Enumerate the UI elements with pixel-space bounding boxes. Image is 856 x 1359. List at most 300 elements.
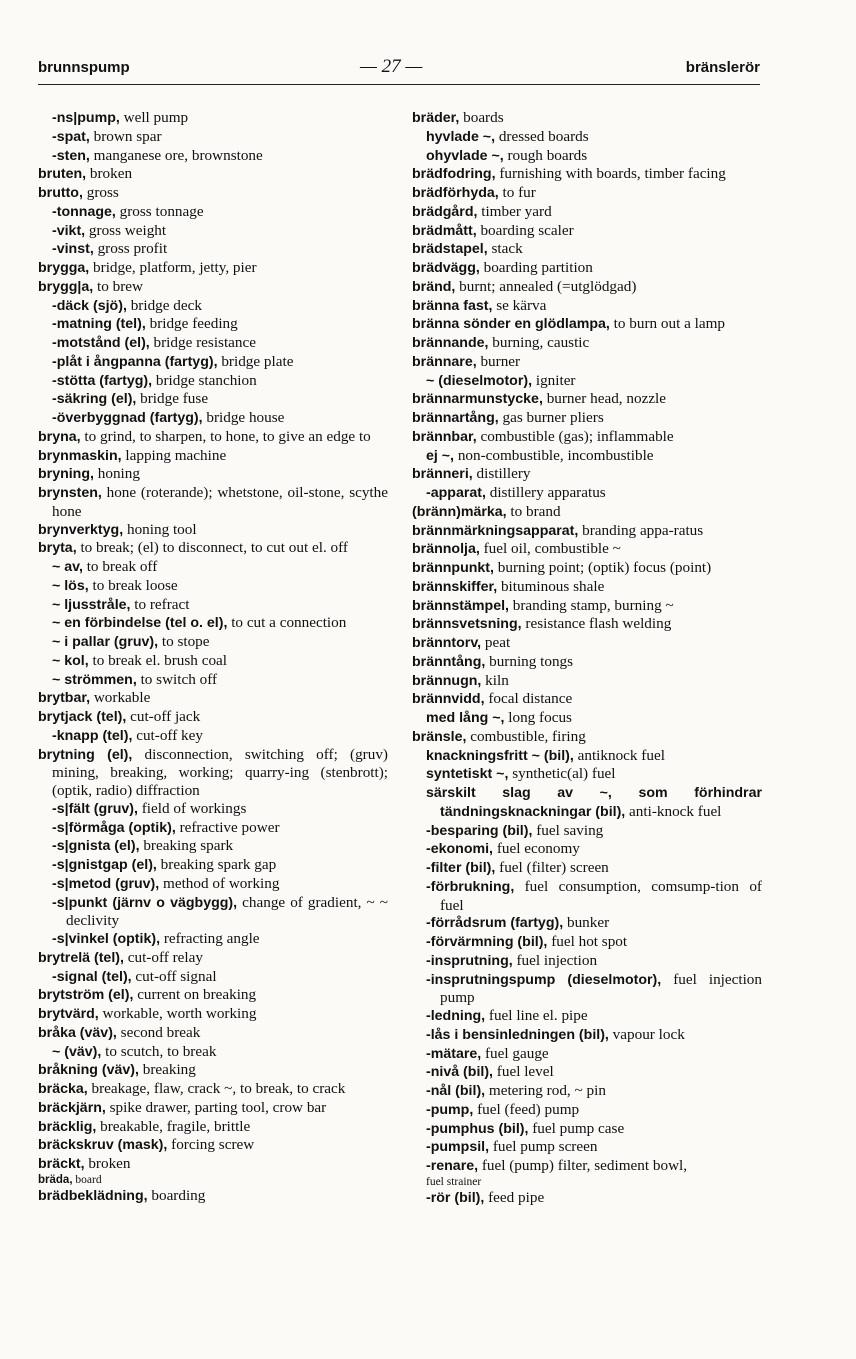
entry-headword: -ekonomi, <box>426 841 494 858</box>
entry-headword: brytning (el), <box>38 746 133 763</box>
dictionary-entry <box>426 1082 762 1101</box>
dictionary-entry <box>38 447 388 466</box>
entry-headword: brytström (el), <box>38 987 134 1004</box>
entry-headword: hyvlade ~, <box>426 128 496 145</box>
entry-headword: brädvägg, <box>412 260 480 276</box>
entry-translation: cut-off relay <box>123 948 203 966</box>
entry-headword: brynsten, <box>38 485 102 501</box>
entry-translation: boarding <box>147 1186 206 1204</box>
entry-translation: combustible, firing <box>466 727 586 745</box>
entry-headword: -däck (sjö), <box>52 297 127 314</box>
entry-headword: brännare, <box>412 353 477 370</box>
entry-translation: furnishing with boards, timber facing <box>495 165 726 183</box>
entry-headword: -lås i bensinledningen (bil), <box>426 1026 609 1043</box>
entry-headword: -s|gnistgap (el), <box>52 857 157 873</box>
dictionary-entry <box>38 184 388 203</box>
dictionary-entry <box>426 747 762 766</box>
entry-headword: -tonnage, <box>52 203 116 220</box>
entry-translation: fuel injection <box>512 951 598 969</box>
entry-translation: igniter <box>532 371 576 389</box>
entry-headword: bränntorv, <box>412 635 482 651</box>
entry-headword: -stötta (fartyg), <box>52 372 153 389</box>
entry-headword: brännpunkt, <box>412 560 494 576</box>
entry-headword: brädfodring, <box>412 166 496 183</box>
entry-translation: fuel pump case <box>528 1119 625 1137</box>
entry-translation: non-combustible, incombustible <box>454 446 654 464</box>
entry-translation: gross profit <box>93 240 168 258</box>
entry-translation: bridge deck <box>126 296 202 314</box>
dictionary-entry <box>38 259 388 278</box>
entry-translation: disconnection, switching off; (gruv) mining, breaking, working; quarry-ing (stenbrott); (optik, radio) diffraction <box>52 745 388 799</box>
entry-headword: -s|gnista (el), <box>52 838 140 855</box>
entry-translation: se kärva <box>492 296 547 314</box>
entry-translation: bridge fuse <box>136 390 209 408</box>
entry-translation: breaking <box>138 1061 196 1079</box>
entry-translation: burner <box>476 352 521 370</box>
dictionary-entry <box>412 540 762 559</box>
dictionary-entry <box>426 1007 762 1026</box>
dictionary-entry <box>52 203 388 222</box>
entry-translation: to switch off <box>136 670 218 688</box>
entry-translation: boarding partition <box>479 259 593 276</box>
entry-translation: combustible (gas); inflammable <box>476 427 674 445</box>
dictionary-entry <box>426 784 762 822</box>
entry-headword: ~ kol, <box>52 652 89 669</box>
dictionary-entry <box>426 952 762 971</box>
entry-headword: -filter (bil), <box>426 860 496 876</box>
entry-translation: to brew <box>93 277 143 295</box>
dictionary-entry <box>38 1005 388 1024</box>
entry-headword: särskilt slag av ~, som förhindrar tändningsknackningar (bil), <box>426 785 762 820</box>
entry-translation: fuel strainer <box>426 1175 482 1188</box>
entry-translation: fuel oil, combustible ~ <box>479 540 621 558</box>
entry-translation: workable <box>90 689 151 707</box>
entry-headword: brännbar, <box>412 428 477 445</box>
entry-headword: bryning, <box>38 466 94 483</box>
entry-translation: fuel gauge <box>481 1044 549 1062</box>
entry-translation: resistance flash welding <box>521 615 672 633</box>
entry-headword: bränna sönder en glödlampa, <box>412 316 610 333</box>
entry-headword: -pump, <box>426 1101 474 1118</box>
entry-headword: -insprutning, <box>426 952 513 969</box>
entry-headword: bränneri, <box>412 466 473 483</box>
entry-headword: brännskiffer, <box>412 578 498 595</box>
entry-headword: brädförhyda, <box>412 185 499 201</box>
dictionary-entry <box>426 128 762 147</box>
entry-headword: brynverktyg, <box>38 521 124 538</box>
entry-translation: to brand <box>506 502 561 520</box>
entry-translation: focal distance <box>484 690 573 708</box>
entry-headword: bräda, <box>38 1173 73 1186</box>
entry-headword: -insprutningspump (dieselmotor), <box>426 971 662 988</box>
entry-headword: -motstånd (el), <box>52 335 150 351</box>
dictionary-entry <box>52 968 388 987</box>
entry-headword: med lång ~, <box>426 710 505 726</box>
entry-translation: hone (roterande); whetstone, oil-stone, scythe hone <box>52 484 388 520</box>
entry-translation: honing tool <box>123 520 197 538</box>
entry-translation: lapping machine <box>121 446 227 464</box>
entry-headword: brännstämpel, <box>412 597 509 614</box>
dictionary-entry <box>426 971 762 1008</box>
dictionary-entry <box>52 800 388 819</box>
entry-headword: brytvärd, <box>38 1006 99 1022</box>
dictionary-entry <box>38 1080 388 1099</box>
dictionary-entry <box>52 633 388 652</box>
entry-headword: -spat, <box>52 128 90 145</box>
dictionary-entry <box>38 1136 388 1155</box>
entry-headword: bråkning (väv), <box>38 1062 139 1079</box>
entry-translation: vapour lock <box>608 1025 685 1043</box>
dictionary-entry <box>38 1118 388 1137</box>
entry-headword: bräcklig, <box>38 1118 97 1135</box>
entry-headword: -ledning, <box>426 1008 486 1024</box>
entry-headword: bräckjärn, <box>38 1099 106 1116</box>
entry-headword: brygg|a, <box>38 278 94 295</box>
entry-headword: -säkring (el), <box>52 391 137 408</box>
entry-headword: brännugn, <box>412 672 482 689</box>
entry-translation: to stope <box>158 633 210 650</box>
dictionary-entry <box>426 147 762 166</box>
entry-translation: gas burner pliers <box>498 409 604 426</box>
dictionary-entry <box>412 559 762 578</box>
entry-translation: broken <box>84 1155 131 1172</box>
entry-translation: kiln <box>481 671 509 689</box>
entry-headword: -sten, <box>52 147 90 164</box>
entry-headword: bränntång, <box>412 653 486 670</box>
entry-translation: fuel saving <box>532 821 604 839</box>
entry-translation: breaking spark <box>139 837 234 855</box>
dictionary-entry <box>426 765 762 784</box>
entry-translation: anti-knock fuel <box>625 802 722 820</box>
entry-headword: brutto, <box>38 185 83 201</box>
dictionary-entry <box>412 315 762 334</box>
entry-translation: gross weight <box>85 221 167 239</box>
dictionary-entry <box>52 596 388 615</box>
dictionary-entry <box>52 109 388 128</box>
dictionary-entry <box>38 539 388 558</box>
entry-headword: ~ (dieselmotor), <box>426 372 533 389</box>
entry-translation: to break el. brush coal <box>88 651 227 669</box>
entry-translation: bridge feeding <box>145 315 238 333</box>
dictionary-entry <box>412 672 762 691</box>
entry-headword: -renare, <box>426 1158 479 1174</box>
entry-headword: -vinst, <box>52 241 94 258</box>
entry-translation: to break; (el) to disconnect, to cut out el. off <box>76 539 348 557</box>
entry-headword: brytjack (tel), <box>38 709 127 725</box>
dictionary-entry <box>412 222 762 241</box>
entry-headword: bränna fast, <box>412 297 493 314</box>
dictionary-entry <box>52 875 388 894</box>
entry-headword: ~ ljusstråle, <box>52 596 131 613</box>
entry-translation: current on breaking <box>133 986 257 1004</box>
entry-headword: bräcka, <box>38 1081 88 1097</box>
entry-headword: -förbrukning, <box>426 878 515 895</box>
dictionary-entry <box>412 278 762 297</box>
entry-translation: manganese ore, brownstone <box>89 146 263 164</box>
dictionary-entry <box>412 259 762 278</box>
entry-translation: to cut a connection <box>227 614 347 632</box>
entry-headword: ej ~, <box>426 447 455 464</box>
entry-headword: ~ lös, <box>52 577 89 594</box>
entry-headword: brännsvetsning, <box>412 616 522 633</box>
entry-headword: -besparing (bil), <box>426 822 533 839</box>
entry-headword: -vikt, <box>52 222 86 239</box>
entry-translation: peat <box>481 634 511 651</box>
dictionary-entry <box>426 484 762 503</box>
dictionary-entry <box>52 819 388 838</box>
dictionary-entry <box>412 165 762 184</box>
entry-translation: burning, caustic <box>488 334 590 351</box>
dictionary-entry <box>52 353 388 372</box>
entry-headword: brädbeklädning, <box>38 1187 148 1204</box>
dictionary-entry <box>38 986 388 1005</box>
entry-headword: brännvidd, <box>412 691 485 708</box>
dictionary-entry <box>426 1045 762 1064</box>
dictionary-entry <box>412 578 762 597</box>
entry-translation: burning point; (optik) focus (point) <box>493 559 712 576</box>
dictionary-entry <box>412 409 762 428</box>
dictionary-entry <box>38 1155 388 1174</box>
entry-translation: gross tonnage <box>115 202 204 220</box>
dictionary-entry <box>426 840 762 859</box>
dictionary-entry <box>52 372 388 391</box>
entry-translation: spike drawer, parting tool, crow bar <box>105 1098 327 1116</box>
dictionary-entry <box>52 930 388 949</box>
entry-translation: forcing screw <box>167 1136 255 1154</box>
entry-translation: breaking spark gap <box>156 856 277 873</box>
dictionary-entry <box>412 353 762 372</box>
entry-headword: brännande, <box>412 335 489 351</box>
entry-translation: synthetic(al) fuel <box>508 765 616 783</box>
entry-translation: cut-off jack <box>126 708 201 725</box>
entry-translation: board <box>72 1173 102 1186</box>
dictionary-entry <box>38 746 388 800</box>
dictionary-entry <box>38 428 388 447</box>
dictionary-entry <box>38 708 388 727</box>
entry-headword: -s|metod (gruv), <box>52 875 160 892</box>
left-column <box>38 109 388 1206</box>
entry-headword: brännartång, <box>412 410 499 426</box>
entry-translation: second break <box>116 1023 201 1041</box>
entry-headword: -signal (tel), <box>52 968 132 985</box>
entry-translation: bunker <box>563 914 610 932</box>
entry-translation: bridge plate <box>217 352 294 370</box>
entry-translation: bridge, platform, jetty, pier <box>89 259 257 276</box>
entry-translation: breakage, flaw, crack ~, to break, to crack <box>87 1080 346 1097</box>
dictionary-entry <box>38 1024 388 1043</box>
dictionary-entry <box>412 728 762 747</box>
entry-translation: fuel injection pump <box>440 970 762 1007</box>
entry-translation: gross <box>82 184 119 201</box>
entry-headword: ~ i pallar (gruv), <box>52 634 159 650</box>
entry-headword: brynmaskin, <box>38 447 122 464</box>
dictionary-entry <box>426 878 762 915</box>
entry-translation: change of gradient, ~ ~ declivity <box>66 893 388 930</box>
entry-translation: cut-off signal <box>131 967 217 985</box>
entry-headword: -nivå (bil), <box>426 1064 493 1081</box>
entry-headword: brädmått, <box>412 222 477 239</box>
entry-translation: distillery apparatus <box>485 484 606 501</box>
entry-translation: honing <box>93 465 140 483</box>
entry-translation: fuel level <box>493 1063 554 1081</box>
entry-translation: to burn out a lamp <box>609 315 726 333</box>
entry-translation: feed pipe <box>484 1188 545 1206</box>
entry-translation: fuel pump screen <box>489 1138 598 1156</box>
dictionary-entry <box>38 1061 388 1080</box>
dictionary-entry <box>426 933 762 952</box>
entry-translation: fuel (pump) filter, sediment bowl, <box>478 1157 688 1174</box>
entry-headword: brädstapel, <box>412 241 488 258</box>
entry-headword: ohyvlade ~, <box>426 147 504 164</box>
entry-headword: -nål (bil), <box>426 1083 486 1099</box>
dictionary-entry <box>426 859 762 878</box>
entry-translation: to break off <box>82 558 158 575</box>
dictionary-entry <box>426 1176 762 1189</box>
entry-translation: fuel hot spot <box>547 933 628 950</box>
entry-headword: bråka (väv), <box>38 1024 117 1041</box>
dictionary-entry <box>52 558 388 577</box>
entry-headword: -apparat, <box>426 485 486 501</box>
dictionary-entry <box>52 128 388 147</box>
dictionary-entry <box>38 1187 388 1206</box>
entry-headword: brygga, <box>38 260 90 276</box>
entry-translation: cut-off key <box>132 726 203 744</box>
entry-headword: -förrådsrum (fartyg), <box>426 915 564 932</box>
dictionary-entry <box>52 856 388 875</box>
entry-translation: boarding scaler <box>476 221 574 239</box>
dictionary-entry <box>38 484 388 521</box>
entry-translation: to scutch, to break <box>101 1042 217 1060</box>
right-column <box>412 109 762 1208</box>
page-number: — 27 — <box>360 56 423 77</box>
dictionary-entry <box>412 653 762 672</box>
entry-headword: brännarmunstycke, <box>412 391 543 408</box>
dictionary-entry <box>52 652 388 671</box>
entry-headword: ~ av, <box>52 559 83 575</box>
dictionary-entry <box>412 240 762 259</box>
dictionary-entry <box>38 465 388 484</box>
entry-translation: branding stamp, burning ~ <box>508 596 674 614</box>
entry-translation: burning tongs <box>485 652 574 670</box>
dictionary-entry <box>52 727 388 746</box>
entry-headword: bräckskruv (mask), <box>38 1137 168 1154</box>
header-left-guide-word: brunnspump <box>38 59 130 76</box>
dictionary-entry <box>426 822 762 841</box>
entry-headword: brytrelä (tel), <box>38 949 124 966</box>
entry-headword: -förvärmning (bil), <box>426 934 548 950</box>
entry-headword: bruten, <box>38 166 87 183</box>
entry-headword: -s|förmåga (optik), <box>52 819 176 836</box>
dictionary-entry <box>412 522 762 541</box>
dictionary-entry <box>426 447 762 466</box>
entry-translation: fuel (feed) pump <box>473 1100 580 1118</box>
entry-translation: boards <box>459 109 504 126</box>
entry-headword: -pumpsil, <box>426 1139 490 1156</box>
entry-headword: -pumphus (bil), <box>426 1120 529 1137</box>
dictionary-entry <box>412 634 762 653</box>
dictionary-entry <box>412 297 762 316</box>
entry-headword: bräder, <box>412 110 460 126</box>
dictionary-entry <box>426 1063 762 1082</box>
entry-headword: brännmärkningsapparat, <box>412 522 579 539</box>
entry-headword: -knapp (tel), <box>52 727 133 744</box>
dictionary-entry <box>52 894 388 931</box>
dictionary-entry <box>38 278 388 297</box>
dictionary-entry <box>426 709 762 728</box>
entry-translation: burnt; annealed (=utglödgad) <box>455 277 637 295</box>
entry-headword: -s|punkt (järnv o vägbygg), <box>52 894 238 911</box>
entry-translation: dressed boards <box>495 127 589 145</box>
dictionary-entry <box>52 222 388 241</box>
entry-headword: brännolja, <box>412 541 480 558</box>
entry-translation: timber yard <box>477 202 552 220</box>
entry-headword: bräckt, <box>38 1156 85 1172</box>
entry-translation: to fur <box>498 184 536 201</box>
entry-translation: burner head, nozzle <box>542 390 667 408</box>
entry-translation: to refract <box>130 595 190 613</box>
dictionary-entry <box>52 409 388 428</box>
dictionary-entry <box>38 949 388 968</box>
entry-translation: distillery <box>472 465 531 483</box>
dictionary-entry <box>52 577 388 596</box>
entry-translation: rough boards <box>503 146 588 164</box>
entry-translation: bridge house <box>202 409 285 426</box>
entry-translation: stack <box>487 240 523 258</box>
entry-headword: syntetiskt ~, <box>426 766 509 783</box>
entry-translation: bridge resistance <box>149 334 257 351</box>
entry-headword: -ns|pump, <box>52 110 120 126</box>
entry-headword: (bränn)märka, <box>412 503 507 520</box>
dictionary-entry <box>52 240 388 259</box>
dictionary-entry <box>412 428 762 447</box>
dictionary-entry <box>52 671 388 690</box>
entry-headword: ~ (väv), <box>52 1043 102 1060</box>
dictionary-entry <box>52 315 388 334</box>
entry-headword: bryna, <box>38 428 81 445</box>
entry-translation: fuel consumption, comsump-tion of fuel <box>440 877 762 914</box>
page-header <box>38 56 760 85</box>
entry-headword: bryta, <box>38 540 77 557</box>
entry-translation: refractive power <box>175 818 280 836</box>
dictionary-entry <box>426 372 762 391</box>
dictionary-entry <box>412 203 762 222</box>
entry-translation: method of working <box>159 874 280 892</box>
dictionary-entry <box>52 1043 388 1062</box>
entry-headword: -s|vinkel (optik), <box>52 931 161 947</box>
dictionary-entry <box>426 1138 762 1157</box>
entry-headword: bränsle, <box>412 728 467 745</box>
entry-translation: workable, worth working <box>98 1005 257 1022</box>
dictionary-entry <box>426 1101 762 1120</box>
entry-translation: refracting angle <box>160 930 260 947</box>
entry-headword: brytbar, <box>38 690 91 707</box>
dictionary-entry <box>412 597 762 616</box>
dictionary-entry <box>38 165 388 184</box>
dictionary-entry <box>52 837 388 856</box>
entry-translation: metering rod, ~ pin <box>485 1082 606 1099</box>
entry-headword: ~ en förbindelse (tel o. el), <box>52 615 228 632</box>
dictionary-entry <box>38 1099 388 1118</box>
entry-translation: fuel line el. pipe <box>485 1007 588 1024</box>
dictionary-entry <box>412 184 762 203</box>
entry-headword: brädgård, <box>412 203 478 220</box>
entry-headword: knackningsfritt ~ (bil), <box>426 747 574 764</box>
entry-translation: well pump <box>119 109 189 126</box>
dictionary-entry <box>426 1157 762 1176</box>
dictionary-entry <box>412 334 762 353</box>
entry-headword: -rör (bil), <box>426 1189 485 1206</box>
entry-translation: antiknock fuel <box>573 746 665 764</box>
